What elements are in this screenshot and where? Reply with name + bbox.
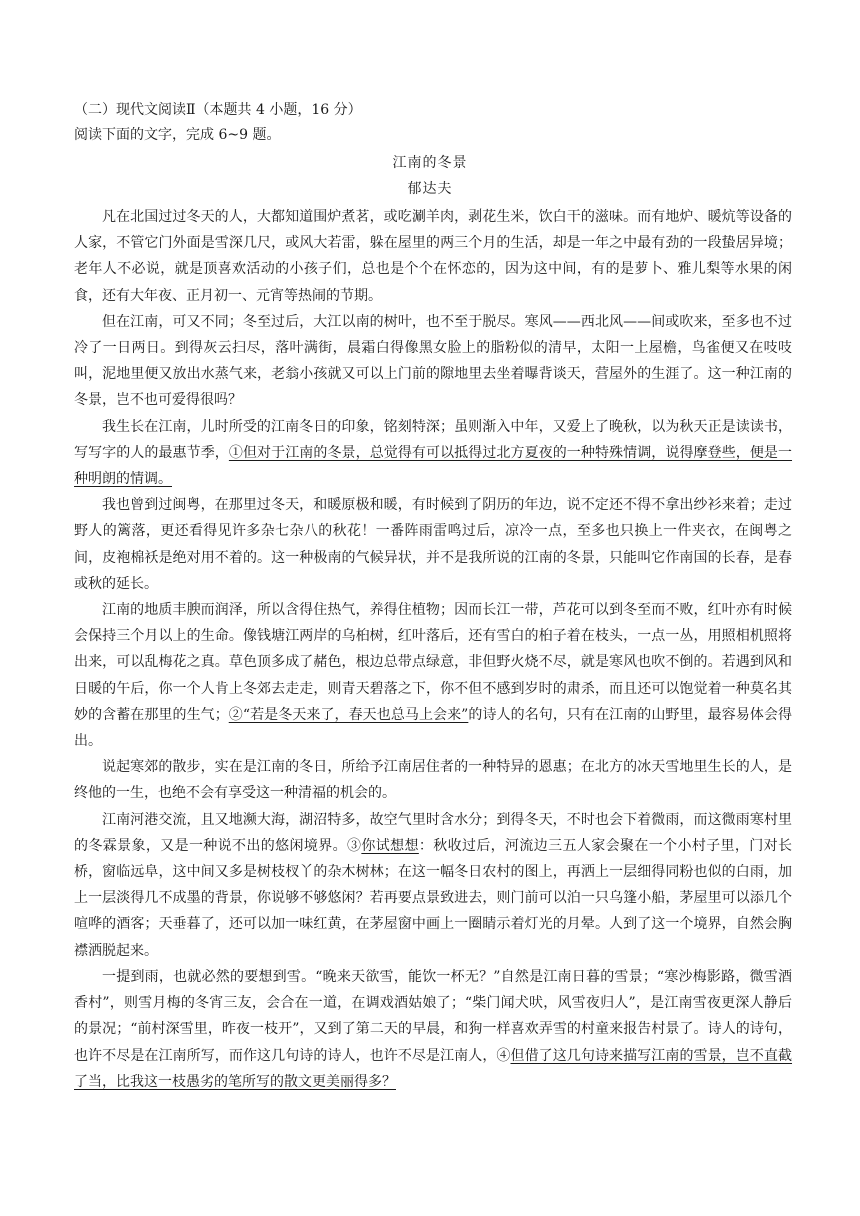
article-title: 江南的冬景: [392, 155, 468, 171]
section-heading: （二）现代文阅读Ⅱ（本题共 4 小题，16 分）: [74, 102, 362, 118]
paragraph-7-tail: ：秋收过后，河流边三五人家会聚在一个小村子里，门对长桥，窗临远阜，这中间又多是树枝杈丫的杂木树林；在这一幅冬日农村的图上，再洒上一层细得同粉也似的白雨，加上一层淡得几不成墨的背景，你说够不够悠闲？若再要点景致进去，则门前可以泊一只乌篷小船，茅屋里可以添几个喧哗的酒客；天垂暮了，还可以加一味红黄，在茅屋窗中画上一圈睛示着灯光的月晕。人到了这一个境界，自然会胸襟洒脱起来。: [74, 837, 793, 959]
paragraph-3: [74, 414, 792, 493]
underlined-sentence-1: ①但对于江南的冬景，总觉得有可以抵得过北方夏夜的一种特殊情调，说得摩登些，便是一种明朗的情调。: [74, 444, 793, 488]
paragraph-1: 凡在北国过过冬天的人，大都知道围炉煮茗，或吃涮羊肉，剥花生米，饮白干的滋味。而有地炉、暖炕等设备的人家，不管它门外面是雪深几尺，或风大若雷，躲在屋里的两三个月的生活，却是一年之中最有劲的一段蛰居异境；老年人不必说，就是顶喜欢活动的小孩子们，总也是个个在怀恋的，因为这中间，有的是萝卜、雅儿梨等水果的闲食，还有大年夜、正月初一、元宵等热闹的节期。: [74, 209, 792, 304]
paragraph-8: [74, 964, 792, 1095]
underlined-phrase-3: 你试想想: [361, 837, 419, 854]
paragraph-2: 但在江南，可又不同；冬至过后，大江以南的树叶，也不至于脱尽。寒风——西北风——间或吹来，至多也不过冷了一日两日。到得灰云扫尽，落叶满街，晨霜白得像黑女脸上的脂粉似的清早，太阳一上屋檐，鸟雀便又在吱吱叫，泥地里便又放出水蒸气来，老翁小孩就又可以上门前的隙地里去坐着曝背谈天，营屋外的生涯了。这一种江南的冬景，岂不也可爱得很吗？: [74, 313, 792, 409]
underlined-sentence-2: ②“若是冬天来了，春天也总马上会来”: [228, 706, 469, 723]
paragraph-5-tail: 的诗人的名句，只有在江南的山野里，最容易体会得出。: [74, 706, 792, 750]
article-author: 郁达夫: [407, 181, 453, 197]
paragraph-5: [74, 597, 792, 754]
paragraph-4: 我也曾到过闽粤，在那里过冬天，和暖原极和暖，有时候到了阴历的年边，说不定还不得不拿出纱衫来着；走过野人的篱落，更还看得见许多杂七杂八的秋花！一番阵雨雷鸣过后，凉冷一点，至多也只换上一件夹衣，在闽粤之间，皮袍棉袄是绝对用不着的。这一种极南的气候异状，并不是我所说的江南的冬景，只能叫它作南国的长春，是春或秋的延长。: [74, 497, 792, 592]
paragraph-6: 说起寒郊的散步，实在是江南的冬日，所给予江南居住者的一种特异的恩惠；在北方的冰天雪地里生长的人，是终他的一生，也绝不会有享受这一种清福的机会的。: [74, 759, 792, 802]
paragraph-3-text: 我生长在江南，儿时所受的江南冬日的印象，铭刻特深；虽则渐入中年，又爱上了晚秋，以为秋天正是读读书，写写字的人的最惠节季，: [74, 418, 792, 461]
paragraph-7-text: 江南河港交流，且又地濒大海，湖沼特多，故空气里时含水分；到得冬天，不时也会下着微雨，而这微雨寒村里的冬霖景象，又是一种说不出的悠闲境界。③: [74, 811, 792, 854]
paragraph-8-text: 一提到雨，也就必然的要想到雪。“晚来天欲雪，能饮一杯无？”自然是江南日暮的雪景；“寒沙梅影路，微雪酒香村”，则雪月梅的冬宵三友，会合在一道，在调戏酒姑娘了；“柴门闻犬吠，风雪夜归人”，是江南雪夜更深人静后的景况；“前村深雪里，昨夜一枝开”，又到了第二天的早晨，和狗一样喜欢弄雪的村童来报告村景了。诗人的诗句，也许不尽是在江南所写，而作这几句诗的诗人，也许不尽是江南人，④: [74, 968, 792, 1064]
paragraph-7: [74, 807, 792, 964]
underlined-sentence-4: 但借了这几句诗来描写江南的雪景，岂不直截了当，比我这一枝愚劣的笔所写的散文更美丽得多？: [74, 1047, 793, 1090]
reading-instruction: 阅读下面的文字，完成 6~9 题。: [74, 127, 281, 143]
article-body: [74, 204, 792, 1095]
paragraph-5-text: 江南的地质丰腴而润泽，所以含得住热气，养得住植物；因而长江一带，芦花可以到冬至而不败，红叶亦有时候会保持三个月以上的生命。像钱塘江两岸的乌桕树，红叶落后，还有雪白的桕子着在枝头，一点一丛，用照相机照将出来，可以乱梅花之真。草色顶多成了赭色，根边总带点绿意，非但野火烧不尽，就是寒风也吹不倒的。若遇到风和日暖的午后，你一个人肯上冬郊去走走，则青天碧落之下，你不但不感到岁时的肃杀，而且还可以饱觉着一种莫名其妙的含蓄在那里的生气；: [74, 602, 792, 723]
